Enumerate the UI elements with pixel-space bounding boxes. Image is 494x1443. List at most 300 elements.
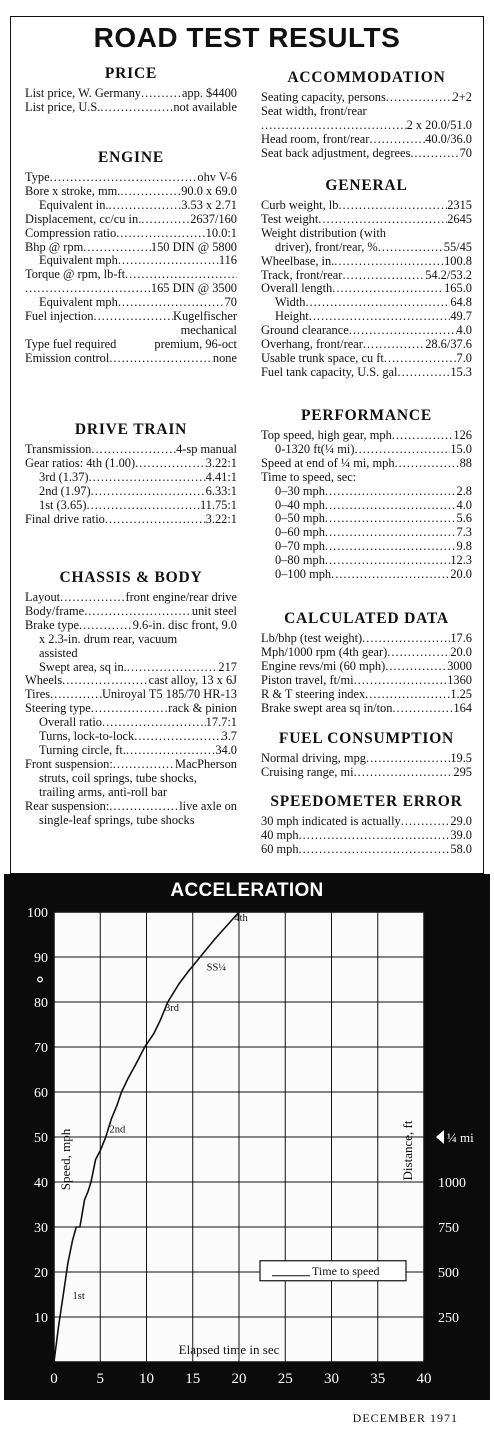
- spec-label: 40 mph: [261, 827, 299, 842]
- section-engine: [25, 148, 237, 366]
- spec-value: 217: [218, 659, 237, 674]
- spec-value: 88: [459, 455, 472, 470]
- y2-axis-label: Distance, ft: [400, 1120, 415, 1181]
- leader-dots: [134, 730, 221, 744]
- section-accommodation: [261, 68, 472, 161]
- spec-value: 20.0: [450, 644, 472, 659]
- spec-value: 2.8: [456, 483, 472, 498]
- leader-dots: [50, 171, 198, 185]
- spec-value: Kugelfischer: [173, 309, 237, 324]
- leader-dots: [401, 815, 451, 829]
- spec-label: R & T steering index: [261, 686, 366, 701]
- spec-row: [261, 526, 472, 540]
- section-drive-train: [25, 420, 237, 526]
- spec-row: [25, 688, 237, 702]
- spec-label: Torque @ rpm, lb-ft: [25, 267, 126, 282]
- spec-row: [25, 730, 237, 744]
- x-tick-label: 5: [96, 1371, 104, 1387]
- spec-row: [261, 199, 472, 213]
- leader-dots: [392, 702, 453, 716]
- spec-row: [25, 702, 237, 716]
- spec-row: [25, 591, 237, 605]
- leader-dots: [392, 429, 454, 443]
- gear-annotation: SS¼: [206, 962, 227, 974]
- spec-value: 3.22:1: [205, 455, 237, 470]
- spec-label: Rear suspension:: [25, 798, 110, 813]
- spec-row: [261, 766, 472, 780]
- spec-row: [261, 512, 472, 526]
- spec-row: [25, 101, 237, 115]
- y-axis-label: Speed, mph: [58, 1128, 73, 1191]
- leader-dots: [309, 310, 451, 324]
- leader-dots: [91, 485, 206, 499]
- spec-value: 9.8: [456, 539, 472, 554]
- leader-dots: [325, 554, 450, 568]
- spec-label: Wheels: [25, 673, 63, 688]
- spec-row: [261, 269, 472, 283]
- spec-value: premium, 96-oct: [154, 336, 237, 351]
- spec-label: Overall ratio: [39, 715, 102, 730]
- spec-label: Overall length: [261, 281, 333, 296]
- spec-label: Fuel tank capacity, U.S. gal: [261, 364, 398, 379]
- spec-row: [261, 568, 472, 582]
- spec-value: 28.6/37.6: [425, 337, 472, 352]
- spec-row: [261, 296, 472, 310]
- y2-tick-label: 250: [438, 1311, 459, 1326]
- spec-row: [25, 674, 237, 688]
- x-tick-label: 35: [370, 1371, 386, 1387]
- leader-dots: [87, 499, 200, 513]
- section-title: FUEL CONSUMPTION: [278, 730, 455, 747]
- leader-dots: [62, 674, 149, 688]
- spec-row: [261, 702, 472, 716]
- leader-dots: [141, 87, 182, 101]
- spec-value: cast alloy, 13 x 6J: [148, 673, 237, 688]
- spec-value: 164: [453, 700, 472, 715]
- spec-value: 116: [218, 253, 237, 268]
- spec-label: List price, U.S.: [25, 99, 101, 114]
- spec-label: Cruising range, mi: [261, 764, 354, 779]
- quarter-mile-label: ¼ mi: [447, 1130, 474, 1145]
- spec-value: 295: [453, 764, 472, 779]
- spec-label: Normal driving, mpg: [261, 751, 366, 765]
- section-title: DRIVE TRAIN: [74, 421, 188, 438]
- spec-label: Mph/1000 rpm (4th gear): [261, 644, 388, 659]
- leader-dots: [378, 241, 444, 255]
- arrow-left-icon: [436, 1130, 444, 1144]
- leader-dots: [395, 457, 460, 471]
- spec-value: 2637/160: [190, 211, 237, 226]
- spec-row: [261, 310, 472, 324]
- leader-dots: [109, 352, 213, 366]
- spec-value: not available: [173, 99, 237, 114]
- spec-row: [25, 282, 237, 296]
- leader-dots: [83, 241, 151, 255]
- spec-row: [261, 646, 472, 660]
- leader-dots: [102, 716, 206, 730]
- spec-value: 126: [453, 428, 472, 442]
- leader-dots: [125, 268, 237, 282]
- leader-dots: [299, 843, 451, 857]
- x-tick-label: 15: [185, 1371, 201, 1387]
- spec-label: Curb weight, lb: [261, 198, 339, 212]
- spec-value: 4.0: [456, 323, 472, 338]
- leader-dots: [91, 702, 168, 716]
- spec-row: Seat width, front/rear: [261, 103, 367, 118]
- spec-row: [25, 324, 237, 338]
- y-tick-label: 20: [34, 1266, 48, 1281]
- spec-label: Usable trunk space, cu ft: [261, 350, 384, 365]
- spec-row: [261, 485, 472, 499]
- spec-row: [261, 352, 472, 366]
- section-performance: [261, 406, 472, 582]
- leader-dots: [25, 282, 151, 296]
- spec-row: x 2.3-in. drum rear, vacuum: [39, 631, 178, 646]
- spec-value: 34.0: [215, 742, 237, 757]
- spec-label: Transmission: [25, 442, 92, 456]
- spec-value: MacPherson: [175, 756, 237, 771]
- spec-value: 150 DIN @ 5800: [150, 239, 237, 254]
- section-title: ENGINE: [98, 149, 164, 166]
- spec-row: Weight distribution (with: [261, 225, 386, 240]
- leader-dots: [60, 591, 125, 605]
- spec-value: mechanical: [180, 322, 237, 337]
- leader-dots: [334, 255, 444, 269]
- spec-label: Compression ratio: [25, 225, 117, 240]
- spec-row: [25, 213, 237, 227]
- spec-row: [261, 829, 472, 843]
- spec-row: [261, 429, 472, 443]
- spec-label: Wheelbase, in.: [261, 253, 335, 268]
- chart-svg: [4, 874, 490, 1400]
- spec-label: Speed at end of ¼ mi, mph: [261, 455, 395, 470]
- spec-row: [261, 688, 472, 702]
- legend-label: Time to speed: [312, 1263, 380, 1278]
- spec-row: [25, 605, 237, 619]
- spec-row: [261, 674, 472, 688]
- spec-row: [261, 91, 472, 105]
- leader-dots: [50, 688, 102, 702]
- leader-dots: [261, 119, 407, 133]
- y2-tick-label: 1000: [438, 1176, 466, 1191]
- spec-label: 0–70 mph: [275, 539, 325, 554]
- spec-label: Equivalent mph: [39, 253, 118, 268]
- spec-label: Type: [25, 170, 50, 184]
- leader-dots: [118, 254, 219, 268]
- spec-row: [25, 758, 237, 772]
- leader-dots: [384, 352, 457, 366]
- leader-dots: [113, 758, 175, 772]
- spec-label: Test weight: [261, 211, 319, 226]
- leader-dots: [385, 660, 447, 674]
- spec-label: Steering type: [25, 701, 91, 716]
- leader-dots: [109, 199, 182, 213]
- leader-dots: [331, 568, 450, 582]
- leader-dots: [325, 499, 457, 513]
- spec-value: 15.3: [450, 364, 472, 379]
- degree-mark-icon: [38, 977, 43, 982]
- spec-value: 3.53 x 2.71: [181, 197, 237, 212]
- spec-label: Engine revs/mi (60 mph): [261, 658, 386, 673]
- spec-row: [25, 338, 237, 352]
- spec-row: [261, 752, 472, 766]
- spec-label: Body/frame: [25, 603, 85, 618]
- section-fuel-consumption: [261, 729, 472, 780]
- spec-row: [261, 457, 472, 471]
- leader-dots: [369, 133, 425, 147]
- leader-dots: [91, 443, 176, 457]
- leader-dots: [362, 632, 450, 646]
- spec-row: [25, 744, 237, 758]
- spec-label: Bhp @ rpm: [25, 239, 84, 254]
- spec-value: 100.8: [444, 253, 472, 268]
- spec-row: single-leaf springs, tube shocks: [39, 812, 195, 827]
- gear-annotation: 4th: [234, 913, 248, 924]
- section-title: PERFORMANCE: [300, 407, 433, 424]
- y-tick-label: 30: [34, 1221, 48, 1236]
- section-title: CHASSIS & BODY: [59, 569, 203, 586]
- x-tick-label: 40: [416, 1371, 432, 1387]
- y-tick-label: 60: [34, 1086, 48, 1101]
- spec-label: Equivalent mph: [39, 295, 118, 310]
- x-axis-label: Elapsed time in sec: [178, 1342, 280, 1357]
- section-title: GENERAL: [325, 177, 408, 194]
- leader-dots: [363, 338, 425, 352]
- leader-dots: [120, 185, 181, 199]
- spec-row: [25, 443, 237, 457]
- spec-label: Seat back adjustment, degrees: [261, 145, 411, 160]
- spec-value: 2+2: [452, 90, 472, 104]
- spec-label: Type fuel required: [25, 336, 117, 351]
- spec-value: 7.0: [456, 350, 472, 365]
- chart-title: ACCELERATION: [170, 880, 324, 901]
- spec-label: Brake type: [25, 617, 80, 632]
- spec-value: 165.0: [444, 281, 472, 296]
- spec-value: 70: [224, 295, 237, 310]
- spec-label: Tires: [25, 687, 51, 702]
- spec-label: Lb/bhp (test weight): [261, 631, 363, 645]
- spec-label: Fuel injection: [25, 309, 94, 324]
- spec-value: 3000: [447, 658, 472, 673]
- leader-dots: [127, 661, 219, 675]
- leader-dots: [299, 829, 451, 843]
- spec-value: 2645: [447, 211, 472, 226]
- spec-row: struts, coil springs, tube shocks,: [39, 770, 197, 785]
- spec-row: [261, 499, 472, 513]
- gear-annotation: 1st: [72, 1291, 85, 1302]
- leader-dots: [126, 744, 215, 758]
- spec-value: 64.8: [450, 295, 472, 310]
- spec-row: [261, 147, 472, 161]
- spec-value: 58.0: [450, 841, 472, 856]
- spec-value: 5.6: [456, 511, 472, 526]
- leader-dots: [355, 443, 451, 457]
- spec-label: Width: [275, 295, 306, 310]
- spec-row: [261, 554, 472, 568]
- spec-row: [261, 443, 472, 457]
- spec-value: 20.0: [450, 567, 472, 582]
- spec-row: [25, 296, 237, 310]
- leader-dots: [354, 674, 448, 688]
- spec-value: Uniroyal T5 185/70 HR-13: [101, 687, 237, 702]
- spec-value: 39.0: [450, 827, 472, 842]
- spec-row: [261, 282, 472, 296]
- spec-label: Seating capacity, persons: [261, 90, 386, 104]
- spec-value: 3.7: [221, 729, 237, 744]
- y-tick-label: 50: [34, 1131, 48, 1146]
- spec-row: [25, 485, 237, 499]
- leader-dots: [105, 513, 206, 527]
- spec-label: 3rd (1.37): [39, 469, 89, 484]
- leader-dots: [318, 213, 447, 227]
- spec-row: [25, 310, 237, 324]
- spec-row: [261, 241, 472, 255]
- leader-dots: [89, 471, 206, 485]
- spec-value: live axle on: [179, 798, 237, 813]
- spec-label: Track, front/rear: [261, 267, 343, 282]
- leader-dots: [118, 296, 225, 310]
- leader-dots: [116, 227, 205, 241]
- spec-label: Displacement, cc/cu in.: [25, 211, 142, 226]
- spec-row: [261, 843, 472, 857]
- spec-label: Top speed, high gear, mph: [261, 428, 392, 442]
- spec-row: [25, 661, 237, 675]
- leader-dots: [305, 296, 450, 310]
- spec-label: Turning circle, ft.: [39, 742, 126, 757]
- gear-annotation: 2nd: [109, 1124, 126, 1136]
- spec-row: [261, 540, 472, 554]
- spec-row: trailing arms, anti-roll bar: [39, 784, 167, 799]
- issue-date: DECEMBER 1971: [352, 1411, 458, 1425]
- y-tick-label: 40: [34, 1176, 48, 1191]
- spec-value: 165 DIN @ 3500: [150, 281, 237, 296]
- spec-row: [261, 366, 472, 380]
- leader-dots: [325, 526, 457, 540]
- section-chassis-body: [25, 568, 237, 827]
- spec-label: Turns, lock-to-lock: [39, 729, 135, 744]
- leader-dots: [342, 269, 425, 283]
- spec-value: 49.7: [450, 309, 472, 324]
- leader-dots: [100, 101, 173, 115]
- section-calculated-data: [261, 609, 472, 715]
- spec-value: 4.41:1: [205, 469, 237, 484]
- spec-value: 2315: [447, 198, 472, 212]
- spec-label: Layout: [25, 590, 61, 604]
- leader-dots: [365, 688, 450, 702]
- spec-row: [25, 227, 237, 241]
- y-tick-label: 90: [34, 951, 48, 966]
- section-general: [261, 176, 472, 380]
- spec-label: Swept area, sq in.: [39, 659, 127, 674]
- spec-value: 7.3: [456, 525, 472, 540]
- spec-value: 55/45: [443, 239, 472, 254]
- spec-row: [25, 254, 237, 268]
- spec-label: Gear ratios: 4th (1.00): [25, 455, 136, 470]
- x-tick-label: 0: [50, 1371, 58, 1387]
- spec-label: Emission control: [25, 350, 110, 365]
- spec-value: front engine/rear drive: [125, 590, 237, 604]
- spec-row: [25, 87, 237, 101]
- spec-row: [25, 457, 237, 471]
- spec-label: 1st (3.65): [39, 497, 87, 512]
- leader-dots: [141, 213, 190, 227]
- spec-label: 0–50 mph: [275, 511, 325, 526]
- spec-row: [261, 815, 472, 829]
- spec-value: 40.0/36.0: [425, 131, 472, 146]
- spec-value: 17.7:1: [205, 715, 237, 730]
- leader-dots: [135, 457, 206, 471]
- spec-value: 15.0: [450, 441, 472, 456]
- leader-dots: [325, 485, 457, 499]
- spec-row: [25, 199, 237, 213]
- spec-row: [25, 185, 237, 199]
- spec-row: [25, 716, 237, 730]
- spec-row: [261, 632, 472, 646]
- leader-dots: [84, 605, 192, 619]
- spec-row: [25, 268, 237, 282]
- spec-label: 0–100 mph: [275, 567, 332, 582]
- spec-value: 10.0:1: [205, 225, 237, 240]
- x-tick-label: 25: [277, 1371, 293, 1387]
- section-price: [25, 64, 237, 115]
- spec-row: [261, 213, 472, 227]
- spec-value: 4.0: [456, 497, 472, 512]
- spec-label: driver), front/rear, %: [275, 239, 378, 254]
- spec-row: [25, 619, 237, 633]
- spec-row: [261, 338, 472, 352]
- spec-label: 0–30 mph: [275, 483, 325, 498]
- section-title: PRICE: [104, 65, 158, 82]
- spec-label: Ground clearance: [261, 323, 349, 338]
- spec-row: [261, 255, 472, 269]
- spec-row: assisted: [39, 645, 78, 660]
- spec-row: [25, 171, 237, 185]
- leader-dots: [325, 512, 457, 526]
- spec-label: 30 mph indicated is actually: [261, 814, 401, 828]
- spec-label: 0–40 mph: [275, 497, 325, 512]
- spec-value: unit steel: [191, 603, 237, 618]
- spec-value: 70: [459, 145, 472, 160]
- spec-value: rack & pinion: [168, 701, 237, 716]
- spec-value: 29.0: [450, 814, 472, 828]
- spec-label: 0-1320 ft(¼ mi): [275, 441, 355, 456]
- spec-label: 60 mph: [261, 841, 299, 856]
- spec-value: 17.6: [450, 631, 472, 645]
- spec-row: [25, 499, 237, 513]
- spec-row: [261, 324, 472, 338]
- spec-value: 90.0 x 69.0: [181, 183, 237, 198]
- spec-value: ohv V-6: [197, 170, 237, 184]
- spec-value: 19.5: [450, 751, 472, 765]
- section-title: SPEEDOMETER ERROR: [270, 793, 463, 810]
- spec-row: [25, 800, 237, 814]
- section-title: CALCULATED DATA: [284, 610, 449, 627]
- section-speedometer-error: [261, 792, 472, 857]
- leader-dots: [109, 800, 179, 814]
- spec-value: 9.6-in. disc front, 9.0: [132, 617, 237, 632]
- page-title: ROAD TEST RESULTS: [93, 22, 401, 53]
- spec-label: Overhang, front/rear: [261, 337, 363, 352]
- spec-row: [25, 241, 237, 255]
- spec-label: 0–80 mph: [275, 553, 325, 568]
- spec-label: Piston travel, ft/mi: [261, 672, 354, 687]
- spec-value: none: [212, 350, 237, 365]
- spec-label: Brake swept area sq in/ton: [261, 700, 393, 715]
- acceleration-chart: [4, 874, 490, 1400]
- spec-label: 2nd (1.97): [39, 483, 91, 498]
- spec-label: Bore x stroke, mm.: [25, 183, 121, 198]
- spec-label: Front suspension:: [25, 756, 113, 771]
